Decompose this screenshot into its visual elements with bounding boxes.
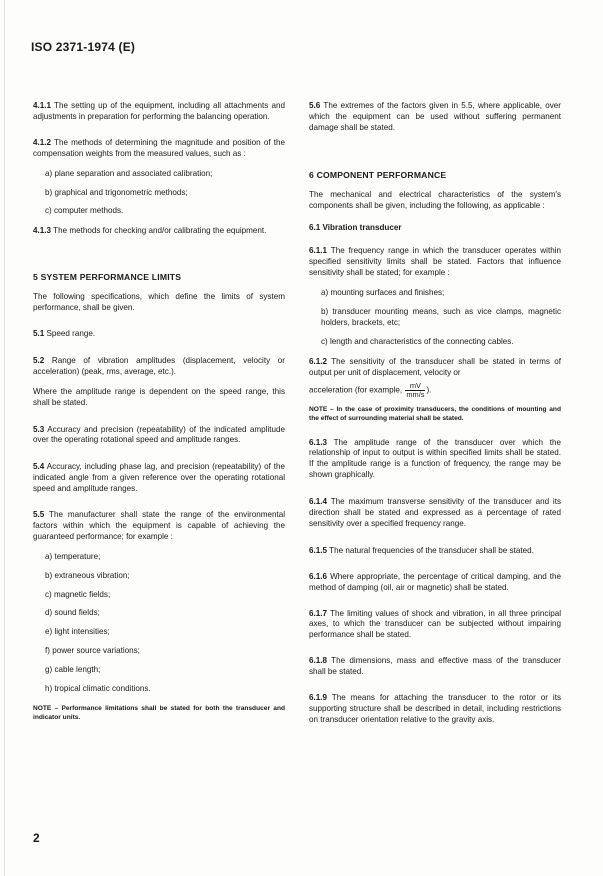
clause-text: The extremes of the factors given in 5.5, where applicable, over which the equipment can be used without suffering permanent damage shall be stated. [309,101,561,132]
clause-5-5 [33,510,285,543]
clause-text: The means for attaching the transducer to the rotor or its supporting structure shall be described in detail, including restrictions on transducer orientation relative to the gravity axis. [309,693,561,724]
clause-5-4 [33,462,285,495]
unit-fraction [405,382,425,399]
clause-number: 6.1.5 [309,545,328,555]
clause-number: 6.1.8 [309,656,328,666]
clause-number: 6.1.9 [309,693,328,703]
clause-number: 5.3 [33,424,45,434]
clause-6-1-2 [309,357,561,379]
page-number: 2 [33,831,40,845]
clause-text: The manufacturer shall state the range of the environmental factors within which the equipment is capable of achieving the guaranteed performance; for example : [33,510,286,541]
clause-5-3 [33,425,285,447]
list-item: d) sound fields; [45,608,100,618]
left-column [33,100,285,722]
list-item: a) mounting surfaces and finishes; [321,288,445,298]
clause-text: The natural frequencies of the transducer shall be stated. [329,545,534,555]
clause-6-1-2-acceleration [309,382,561,399]
list-item: e) light intensities; [45,627,110,637]
clause-number: 4.1.1 [33,101,52,110]
clause-number: 6.1.6 [309,571,328,581]
clause-text: The methods for checking and/or calibrating the equipment. [53,226,267,236]
list-item: c) length and characteristics of the connecting cables. [321,336,514,346]
clause-text: The frequency range in which the transducer operates within specified sensitivity limits shall be stated. Factors that influence sensitivity shall be stated; for example : [309,246,561,278]
clause-text: Accuracy, including phase lag, and precision (repeatability) of the indicated angle from a given reference over the operating rotational speed and amplitude ranges. [33,462,285,494]
clause-5-2 [33,356,285,378]
list-item: b) extraneous vibration; [45,570,130,580]
clause-6-1-8 [309,656,561,678]
note-proximity-transducers: NOTE – In the case of proximity transducers, the conditions of mounting and the effect of surrounding material shall be stated. [309,405,561,422]
list-item: g) cable length; [45,665,101,675]
clause-text: The limiting values of shock and vibration, in all three principal axes, to which the transducer can be subjected without impairing performance shall be stated. [309,608,561,640]
clause-number: 4.1.2 [33,137,52,147]
list-item: a) plane separation and associated calibration; [45,168,213,178]
clause-number: 6.1.7 [309,608,328,618]
clause-text: Range of vibration amplitudes (displacement, velocity or acceleration) (peak, rms, average, etc.). [33,355,285,376]
note-performance: NOTE – Performance limitations shall be stated for both the transducer and indicator units. [33,705,285,721]
clause-text: The methods of determining the magnitude and position of the compensation weights from the measured values, such as : [33,137,285,158]
standard-designation: ISO 2371-1974 (E) [31,40,136,54]
list-item: f) power source variations; [45,646,140,656]
list-item: h) tropical climatic conditions. [45,684,151,694]
clause-text: The dimensions, mass and effective mass of the transducer shall be stated. [309,656,561,677]
clause-6-1-6 [309,572,561,594]
clause-number: 5.5 [33,510,45,520]
clause-number: 6.1.2 [309,356,328,366]
clause-number: 5.1 [33,328,45,338]
fraction-denominator: mm/s [406,389,425,399]
clause-number: 4.1.3 [33,226,52,236]
clause-6-1-1 [309,246,561,279]
subsection-6-1-heading: 6.1 Vibration transducer [309,223,402,233]
clause-text: The sensitivity of the transducer shall be stated in terms of output per unit of displacement, velocity or [309,356,561,377]
acceleration-suffix: ). [426,385,432,395]
clause-4-1-1 [33,101,285,123]
clause-6-1-4 [309,497,561,530]
clause-6-1-5 [309,546,561,557]
clause-5-2-extra: Where the amplitude range is dependent on the speed range, this shall be stated. [33,386,285,407]
clause-text: The setting up of the equipment, including all attachments and adjustments in preparation for performing the balancing operation. [33,101,285,121]
clause-number: 6.1.1 [309,246,328,256]
clause-4-1-3 [33,226,285,237]
scan-edge-line [4,0,5,876]
clause-number: 5.2 [33,355,45,365]
right-column [309,100,561,726]
clause-text: Where appropriate, the percentage of critical damping, and the method of damping (oil, air or magnetic) shall be stated. [309,571,562,592]
acceleration-prefix: acceleration (for example, [309,385,405,395]
clause-6-1-3 [309,438,561,482]
clause-5-1 [33,329,285,340]
clause-number: 5.6 [309,101,321,110]
clause-text: Speed range. [46,328,96,338]
list-item: c) magnetic fields; [45,589,111,599]
list-item: c) computer methods. [45,206,124,216]
clause-number: 5.4 [33,462,45,472]
section-5-heading: 5 SYSTEM PERFORMANCE LIMITS [33,272,182,283]
clause-6-1-9 [309,693,561,726]
list-item: b) transducer mounting means, such as vice clamps, magnetic holders, brackets, etc; [321,306,561,327]
section-6-intro: The mechanical and electrical characteristics of the system's components shall be given, including the following, as applicable : [309,189,561,210]
clause-number: 6.1.3 [309,437,328,447]
section-5-intro: The following specifications, which define the limits of system performance, shall be given. [33,292,285,313]
clause-text: The maximum transverse sensitivity of the transducer and its direction shall be stated and expressed as a percentage of rated sensitivity over a specified frequency range. [309,497,562,528]
clause-text: The amplitude range of the transducer over which the relationship of input to output is within specified limits shall be stated. If the amplitude range is a function of frequency, the range may be shown graphically. [309,437,561,480]
list-item: a) temperature; [45,551,101,561]
list-item: b) graphical and trigonometric methods; [45,187,188,197]
clause-number: 6.1.4 [309,497,328,507]
section-6-heading: 6 COMPONENT PERFORMANCE [309,169,447,180]
clause-4-1-2 [33,138,285,160]
clause-6-1-7 [309,609,561,642]
fraction-numerator: mV [405,382,425,391]
clause-5-6 [309,101,561,134]
clause-text: Accuracy and precision (repeatability) of the indicated amplitude over the operating rotational speed and amplitude ranges. [33,424,285,445]
